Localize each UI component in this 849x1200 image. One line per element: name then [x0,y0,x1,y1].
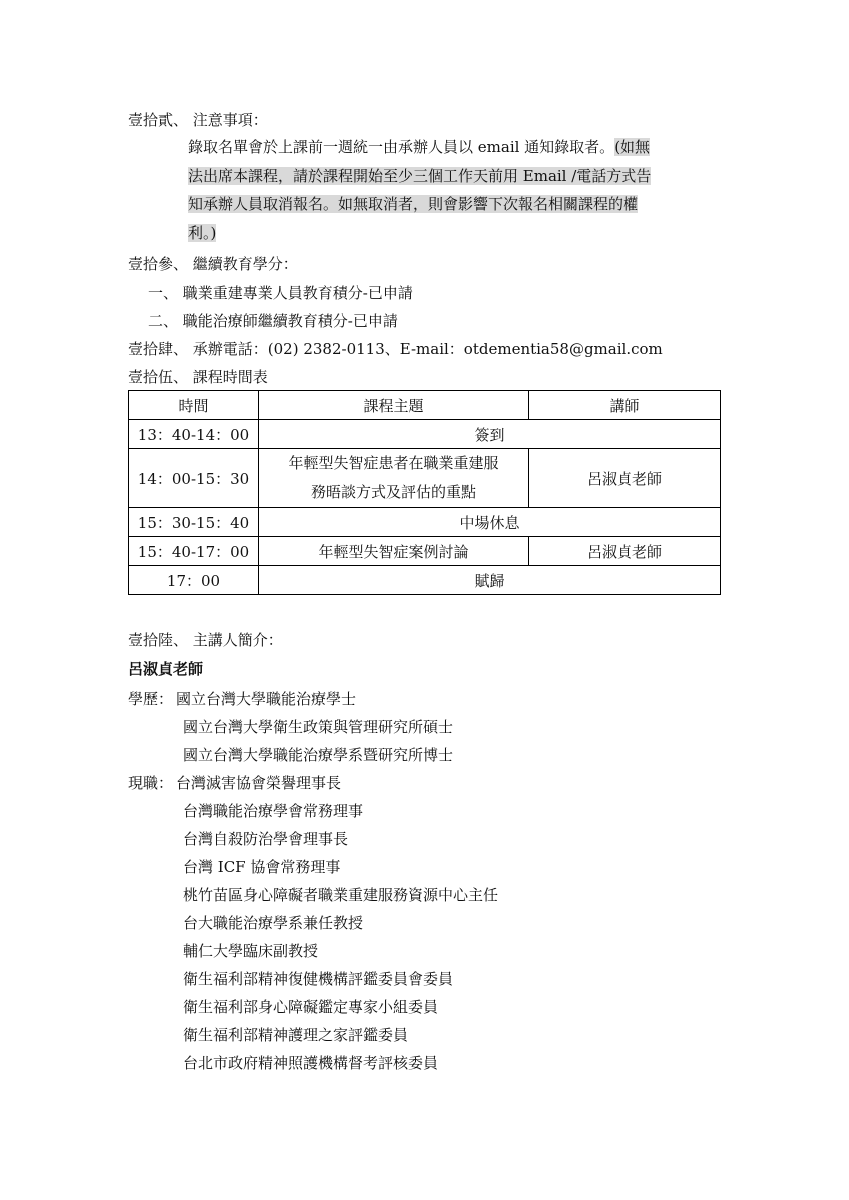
row-lecturer: 呂淑貞老師 [529,537,721,566]
note-line-2 [188,162,728,191]
row-time: 14：00-15：30 [129,449,259,508]
position-item: 台灣職能治療學會常務理事 [183,802,364,820]
row-topic: 中場休息 [259,508,721,537]
table-row [129,537,721,566]
note-line-2-highlight: 法出席本課程，請於課程開始至少三個工作天前用 Email /電話方式告 [188,166,652,185]
table-row [129,566,721,595]
row-lecturer: 呂淑貞老師 [529,449,721,508]
education-item: 國立台灣大學職能治療學士 [176,690,357,708]
header-topic: 課程主題 [259,391,529,420]
table-row [129,508,721,537]
position-item: 台大職能治療學系兼任教授 [183,914,364,932]
note-line-1 [188,133,728,162]
credit-item-2: 二、 職能治療師繼續教育積分-已申請 [148,312,398,330]
position-item: 桃竹苗區身心障礙者職業重建服務資源中心主任 [183,886,499,904]
position-item: 衛生福利部精神護理之家評鑑委員 [183,1026,409,1044]
schedule-table [128,390,721,595]
position-item: 衛生福利部身心障礙鑑定專家小組委員 [183,998,439,1016]
contact-info: 壹拾肆、 承辦電話：(02) 2382-0113、E-mail：otdementia58@gmail.com [128,340,663,358]
position-item: 台灣 ICF 協會常務理事 [183,858,341,876]
section-15-heading: 壹拾伍、 課程時間表 [128,368,268,386]
section-13-heading: 壹拾參、 繼續教育學分： [128,255,298,273]
education-label: 學歷： [128,690,174,708]
note-line-1-highlight: (如無 [614,138,651,156]
current-position-label: 現職： [128,774,174,792]
row-time: 13：40-14：00 [129,420,259,449]
row-topic-line-1: 年輕型失智症患者在職業重建服 [288,454,499,472]
registration-note [188,133,728,247]
row-time: 15：40-17：00 [129,537,259,566]
row-topic: 賦歸 [259,566,721,595]
section-16-heading: 壹拾陸、 主講人簡介： [128,631,283,649]
row-time: 15：30-15：40 [129,508,259,537]
note-line-4-highlight: 利。) [188,223,217,242]
credit-item-1: 一、 職業重建專業人員教育積分-已申請 [148,284,413,302]
section-12-heading: 壹拾貳、 注意事項： [128,111,268,129]
row-topic-line-2: 務晤談方式及評估的重點 [310,483,476,501]
position-item: 台灣滅害協會榮譽理事長 [176,774,342,792]
row-topic [259,449,529,508]
row-time: 17：00 [129,566,259,595]
position-item: 台灣自殺防治學會理事長 [183,830,349,848]
table-header-row [129,391,721,420]
row-topic: 簽到 [259,420,721,449]
header-lecturer: 講師 [529,391,721,420]
position-item: 台北市政府精神照護機構督考評核委員 [183,1054,439,1072]
position-item: 輔仁大學臨床副教授 [183,942,319,960]
note-line-1-text: 錄取名單會於上課前一週統一由承辦人員以 email 通知錄取者。 [188,138,615,156]
row-topic: 年輕型失智症案例討論 [259,537,529,566]
education-item: 國立台灣大學職能治療學系暨研究所博士 [183,746,454,764]
header-time: 時間 [129,391,259,420]
note-line-3 [188,190,728,219]
note-line-4 [188,219,728,248]
education-item: 國立台灣大學衛生政策與管理研究所碩士 [183,718,454,736]
note-line-3-highlight: 知承辦人員取消報名。如無取消者，則會影響下次報名相關課程的權 [188,195,639,213]
speaker-name: 呂淑貞老師 [128,660,204,678]
table-row [129,420,721,449]
position-item: 衛生福利部精神復健機構評鑑委員會委員 [183,970,454,988]
table-row [129,449,721,508]
